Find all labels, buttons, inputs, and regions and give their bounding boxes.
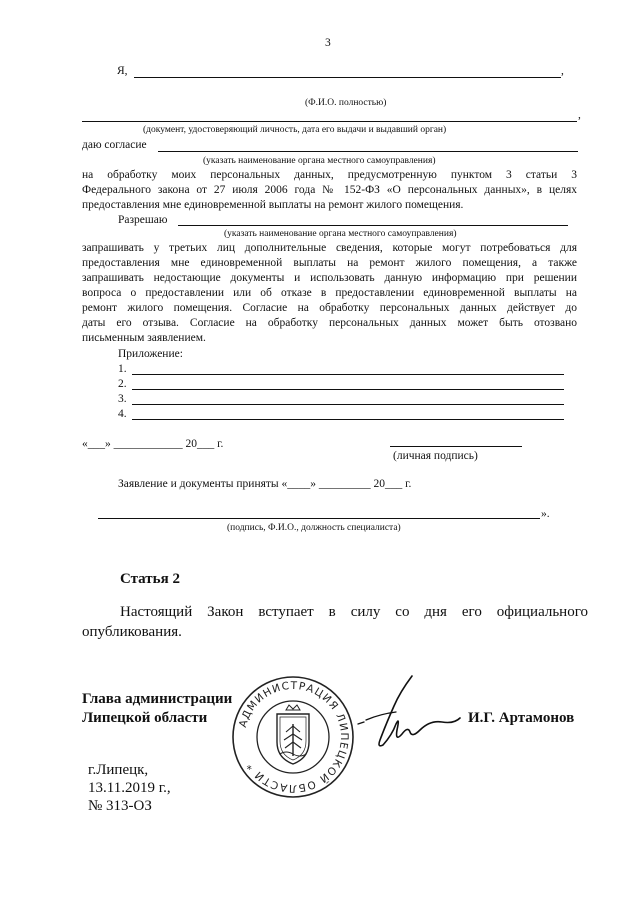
organ-line: [158, 151, 578, 152]
consent-text-line: на обработку моих персональных данных, предусмотренную пунктом 3 статьи 3: [82, 169, 577, 181]
date-line: «___» ____________ 20___ г.: [82, 438, 224, 450]
attachment-line: [132, 374, 564, 375]
consent-text-line: Федерального закона от 27 июля 2006 года № 152-ФЗ «О персональных данных», в целях: [82, 184, 577, 196]
article-title: Статья 2: [120, 571, 180, 587]
specialist-line: [98, 518, 540, 519]
consent-label: даю согласие: [82, 139, 147, 151]
signer-name: И.Г. Артамонов: [468, 710, 575, 726]
article-text-line: Настоящий Закон вступает в силу со дня его официального: [120, 604, 588, 620]
ya-label: Я,: [117, 65, 128, 77]
allow-label: Разрешаю: [118, 214, 168, 226]
article-text-line: опубликования.: [82, 624, 182, 640]
signature-line: [390, 446, 522, 447]
organ-line: [178, 225, 568, 226]
organ-caption: (указать наименование органа местного самоуправления): [224, 229, 457, 239]
official-seal: [228, 672, 358, 802]
comma: ,: [561, 65, 564, 77]
fio-caption: (Ф.И.О. полностью): [305, 98, 387, 108]
signature-caption: (личная подпись): [393, 450, 478, 462]
fio-line: [134, 77, 561, 78]
position-line: Глава администрации: [82, 691, 233, 707]
specialist-end: ».: [541, 508, 550, 520]
page-number: 3: [325, 37, 331, 49]
handwritten-signature: [350, 672, 465, 757]
attachment-number: 3.: [118, 393, 127, 405]
attachment-label: Приложение:: [118, 348, 183, 360]
allow-text-line: вопроса о предоставлении или об отказе в предоставлении единовременной выплаты на: [82, 287, 577, 299]
attachment-number: 1.: [118, 363, 127, 375]
allow-text-line: даты его отзыва. Согласие на обработку персональных данных может быть отозвано: [82, 317, 577, 329]
accepted-line: Заявление и документы приняты «____» _________ 20___ г.: [118, 478, 412, 490]
attachment-line: [132, 419, 564, 420]
document-caption: (документ, удостоверяющий личность, дата его выдачи и выдавший орган): [143, 125, 447, 135]
specialist-caption: (подпись, Ф.И.О., должность специалиста): [227, 523, 401, 533]
date: 13.11.2019 г.,: [88, 780, 171, 796]
comma: ,: [578, 109, 581, 121]
position-line: Липецкой области: [82, 710, 208, 726]
place: г.Липецк,: [88, 762, 149, 778]
allow-text-line: письменным заявлением.: [82, 332, 206, 344]
allow-text-line: ремонт жилого помещения. Согласие на обработку персональных данных действует до: [82, 302, 577, 314]
attachment-line: [132, 389, 564, 390]
attachment-number: 2.: [118, 378, 127, 390]
organ-caption: (указать наименование органа местного самоуправления): [203, 156, 436, 166]
attachment-number: 4.: [118, 408, 127, 420]
allow-text-line: запрашивать недостающие документы и использовать данную информацию при решении: [82, 272, 577, 284]
allow-text-line: предоставления мне единовременной выплаты на ремонт жилого помещения, а также: [82, 257, 577, 269]
seal-ring-text: АДМИНИСТРАЦИЯ ЛИПЕЦКОЙ ОБЛАСТИ *: [237, 679, 351, 795]
attachment-line: [132, 404, 564, 405]
law-number: № 313-ОЗ: [88, 798, 152, 814]
allow-text-line: запрашивать у третьих лиц дополнительные сведения, которые могут потребоваться для: [82, 242, 577, 254]
document-line: [82, 121, 577, 122]
consent-text-line: предоставления мне единовременной выплаты на ремонт жилого помещения.: [82, 199, 464, 211]
